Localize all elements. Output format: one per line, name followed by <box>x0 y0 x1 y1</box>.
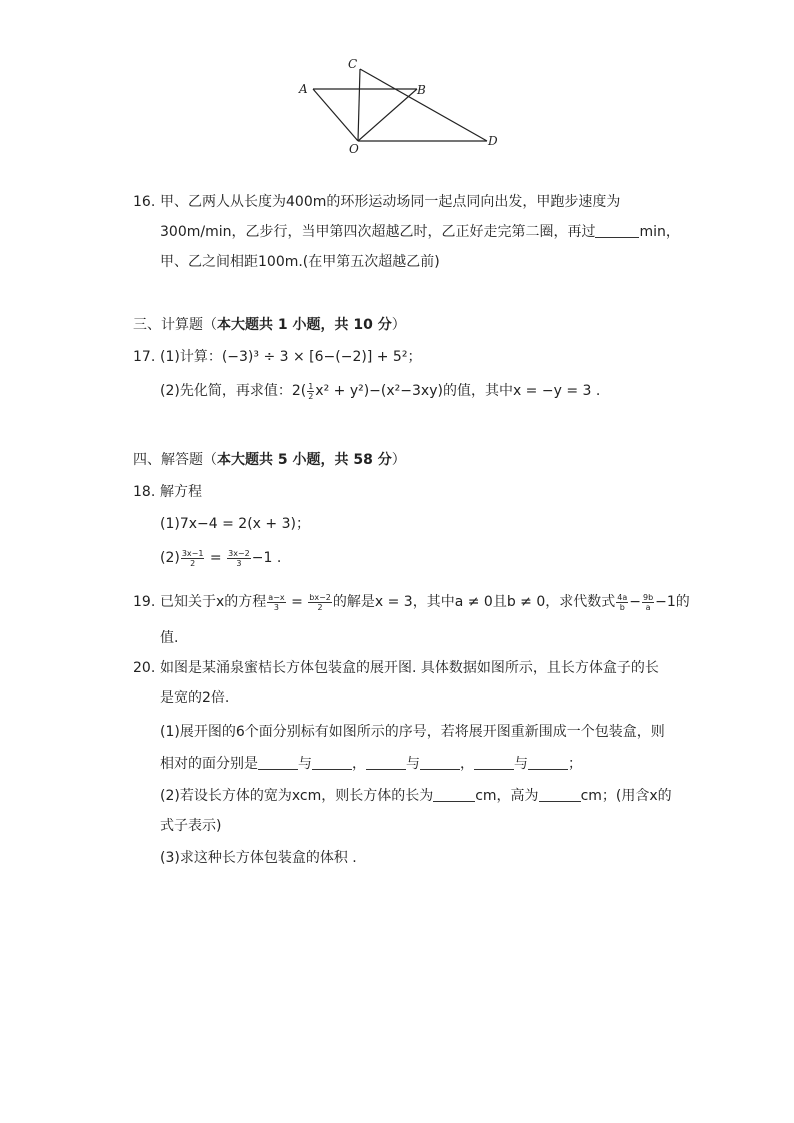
q20-text5c: cm；(用含x的 <box>580 788 672 804</box>
q18-number: 18. <box>133 484 156 500</box>
q20-blank-5[interactable] <box>474 755 514 770</box>
label-O: O <box>349 142 359 156</box>
q20-text5b: cm，高为 <box>475 788 539 804</box>
section3-bold: 本大题共 1 小题，共 10 分 <box>217 317 392 333</box>
q18-frac1-bottom: 2 <box>190 558 196 568</box>
q19-frac1-bottom: 3 <box>273 602 280 612</box>
q17-text1: (1)计算：(−3)³ ÷ 3 × [6−(−2)] + 5²； <box>160 349 422 365</box>
label-C: C <box>348 57 358 71</box>
q20-with-3: 与 <box>514 756 528 772</box>
q19-frac2-top: bx−2 <box>309 592 331 602</box>
q20-text2: 是宽的2倍. <box>160 690 230 706</box>
q20-height-blank[interactable] <box>539 787 581 802</box>
label-B: B <box>417 83 426 97</box>
section4-suffix: ） <box>391 452 406 468</box>
q16-answer-blank[interactable] <box>595 223 639 238</box>
q19-text1 <box>160 592 690 612</box>
q17-text2 <box>160 381 600 401</box>
q20-text6: 式子表示) <box>160 818 222 834</box>
q18-text2 <box>160 548 281 568</box>
q19-fraction-2 <box>308 593 332 612</box>
q20-text5a: (2)若设长方体的宽为xcm，则长方体的长为 <box>160 788 434 804</box>
q18-text1: (1)7x−4 = 2(x + 3)； <box>160 516 310 532</box>
q20-text1: 如图是某涌泉蜜桔长方体包装盒的展开图. 具体数据如图所示，且长方体盒子的长 <box>160 660 659 676</box>
q18-fraction-2 <box>227 549 251 568</box>
q20-blank-1[interactable] <box>258 755 298 770</box>
q20-length-blank[interactable] <box>433 787 475 802</box>
q17-frac-bottom: 2 <box>308 391 314 401</box>
q16-text2 <box>160 222 680 242</box>
q19-frac1-top: a−x <box>268 592 285 602</box>
q20-sep-2: ， <box>460 756 474 772</box>
q20-text3: (1)展开图的6个面分别标有如图所示的序号，若将展开图重新围成一个包装盒，则 <box>160 724 665 740</box>
q18-fraction-1 <box>181 549 205 568</box>
q19-fraction-1 <box>267 593 285 612</box>
q19-frac3-top: 4a <box>617 592 628 602</box>
q18-frac2-top: 3x−2 <box>228 548 250 558</box>
q18-text2a: (2) <box>160 550 180 566</box>
q20-blank-2[interactable] <box>312 755 352 770</box>
q20-text4-pre: 相对的面分别是 <box>160 756 258 772</box>
q19-fraction-4 <box>642 593 654 612</box>
q18-frac1-top: 3x−1 <box>181 548 204 558</box>
segment-OB <box>358 89 417 141</box>
segment-CO <box>358 69 360 141</box>
q20-text5 <box>160 786 672 806</box>
q18-equals: = <box>205 550 227 566</box>
label-D: D <box>488 134 498 148</box>
q17-text2a: (2)先化简，再求值：2( <box>160 383 307 399</box>
q20-number: 20. <box>133 660 156 676</box>
q19-text-a: 已知关于x的方程 <box>160 594 267 610</box>
q19-frac4-bottom: a <box>645 602 651 612</box>
q19-frac3-bottom: b <box>619 602 625 612</box>
q20-text7: (3)求这种长方体包装盒的体积 . <box>160 850 357 866</box>
segment-CD <box>360 69 487 141</box>
q16-text3: 甲、乙之间相距100m.(在甲第五次超越乙前) <box>160 254 440 270</box>
label-A: A <box>299 82 308 96</box>
q19-minus: − <box>629 594 641 610</box>
section4-bold: 本大题共 5 小题，共 58 分 <box>217 452 392 468</box>
q20-blank-4[interactable] <box>420 755 460 770</box>
section3-suffix: ） <box>391 317 406 333</box>
q17-fraction <box>307 382 314 401</box>
q18-title: 解方程 <box>160 484 202 500</box>
q18-text2b: −1 . <box>251 550 282 566</box>
q16-number: 16. <box>133 194 156 210</box>
section4-prefix: 四、解答题（ <box>133 452 217 468</box>
geometry-figure <box>290 52 510 162</box>
q20-with-1: 与 <box>298 756 312 772</box>
q20-blank-3[interactable] <box>366 755 406 770</box>
q17-text2b: x² + y²)−(x²−3xy)的值，其中x = −y = 3 . <box>315 383 601 399</box>
q16-text1: 甲、乙两人从长度为400m的环形运动场同一起点同向出发，甲跑步速度为 <box>160 194 621 210</box>
q16-text2b: min， <box>639 224 680 240</box>
q19-text-c: −1的 <box>655 594 690 610</box>
q19-text-b: 的解是x = 3，其中a ≠ 0且b ≠ 0，求代数式 <box>332 594 616 610</box>
q19-number: 19. <box>133 594 156 610</box>
q20-text4 <box>160 754 582 774</box>
segment-AO <box>313 89 358 141</box>
q19-equals: = <box>286 594 308 610</box>
q20-sep-1: ， <box>352 756 366 772</box>
q19-text2: 值. <box>160 630 179 646</box>
q19-frac2-bottom: 2 <box>317 602 323 612</box>
q20-blank-6[interactable] <box>528 755 568 770</box>
q19-fraction-3 <box>616 593 628 612</box>
q20-end-4: ； <box>568 756 582 772</box>
section3-prefix: 三、计算题（ <box>133 317 217 333</box>
q16-text2a: 300m/min，乙步行，当甲第四次超越乙时，乙正好走完第二圈，再过 <box>160 224 596 240</box>
q17-frac-top: 1 <box>308 381 314 391</box>
q19-frac4-top: 9b <box>643 592 654 602</box>
q17-number: 17. <box>133 349 156 365</box>
q20-with-2: 与 <box>406 756 420 772</box>
q18-frac2-bottom: 3 <box>236 558 242 568</box>
